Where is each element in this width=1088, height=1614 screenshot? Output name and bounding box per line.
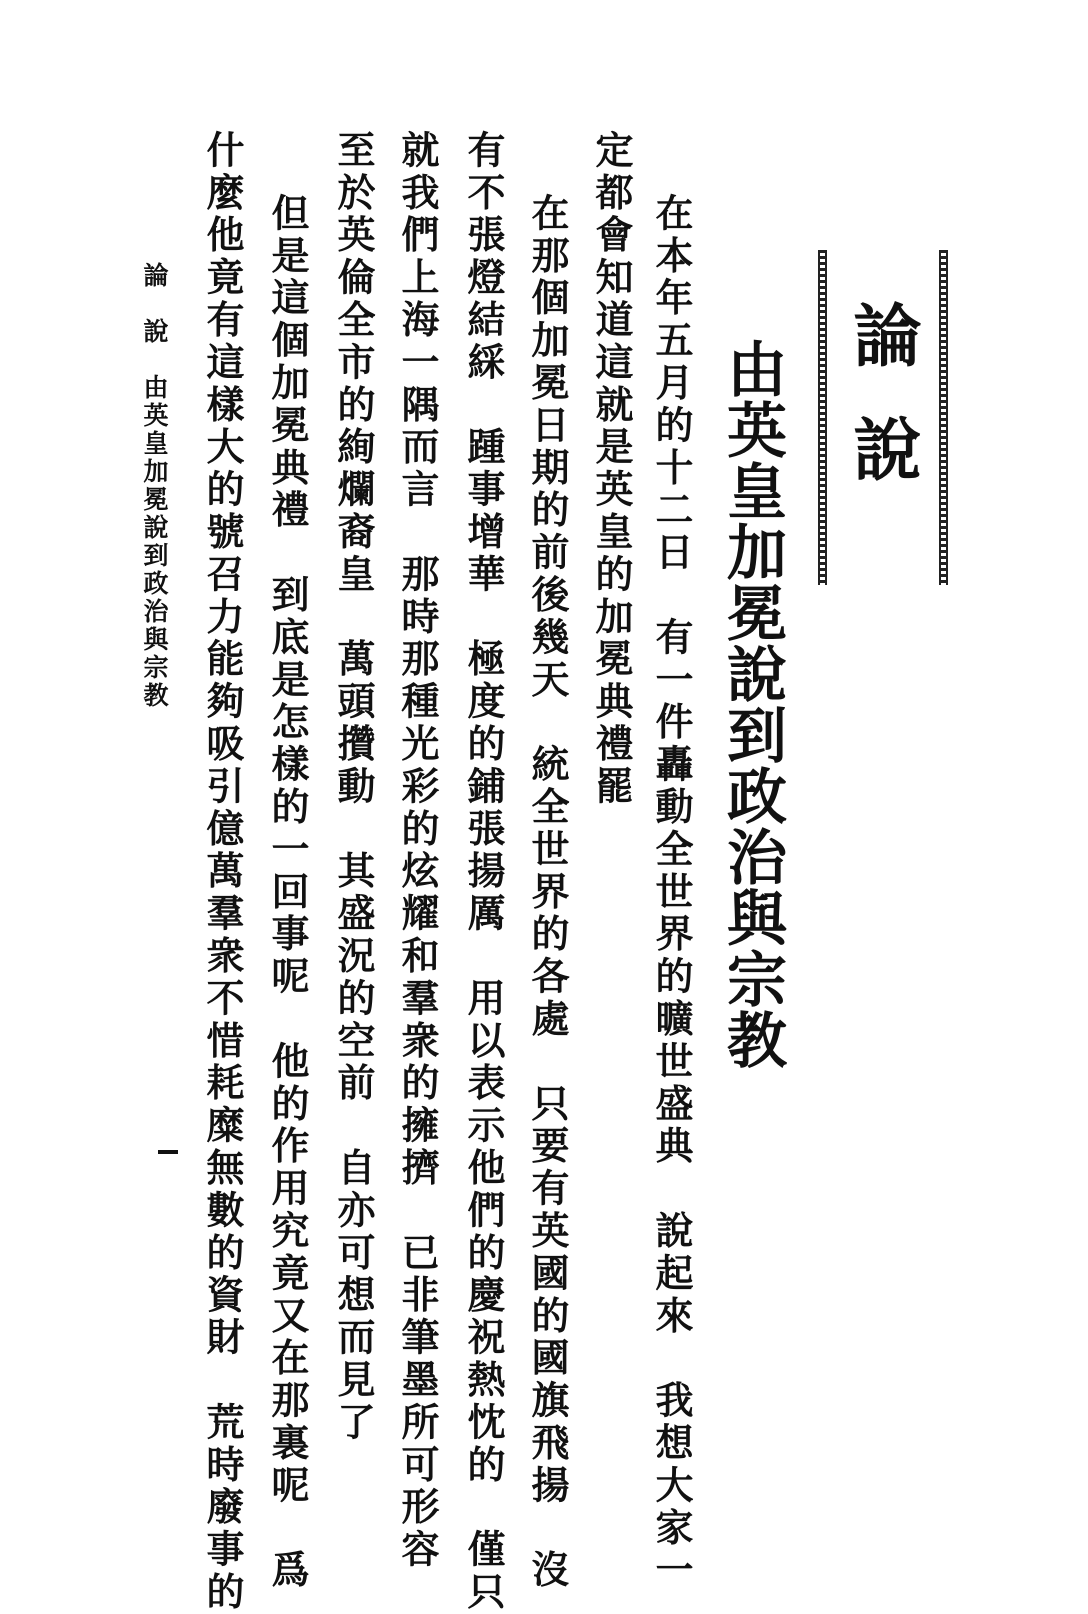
body-line: 至於英倫全市的絢爛裔皇 萬頭攢動 其盛況的空前 自亦可想而見了 [331,130,376,1445]
section-title: 論說 [842,300,922,528]
article-title: 由英皇加冕說到政治與宗教 [717,338,787,1070]
page-number [158,1150,178,1154]
body-line: 有不張燈結綵 踵事增華 極度的鋪張揚厲 用以表示他們的慶祝熱忱的 僅只 [461,130,506,1614]
body-line: 在那個加冕日期的前後幾天 統全世界的各處 只要有英國的國旗飛揚 沒 [525,193,570,1593]
running-head: 論 說 由英皇加冕說到政治與宗教 [140,262,169,710]
body-line: 在本年五月的十二日 有一件轟動全世界的曠世盛典 說起來 我想大家一 [649,193,694,1593]
body-line: 什麼他竟有這樣大的號召力能夠吸引億萬羣衆不惜耗糜無數的資財 荒時廢事的 [200,130,245,1614]
decorative-rule-left [818,250,827,585]
body-line: 但是這個加冕典禮 到底是怎樣的一回事呢 他的作用究竟又在那裏呢 爲 [265,193,310,1593]
body-line: 就我們上海一隅而言 那時那種光彩的炫耀和羣衆的擁擠 已非筆墨所可形容 [395,130,440,1572]
decorative-rule-right [939,250,948,585]
body-line: 定都會知道這就是英皇的加冕典禮罷 [589,130,634,809]
